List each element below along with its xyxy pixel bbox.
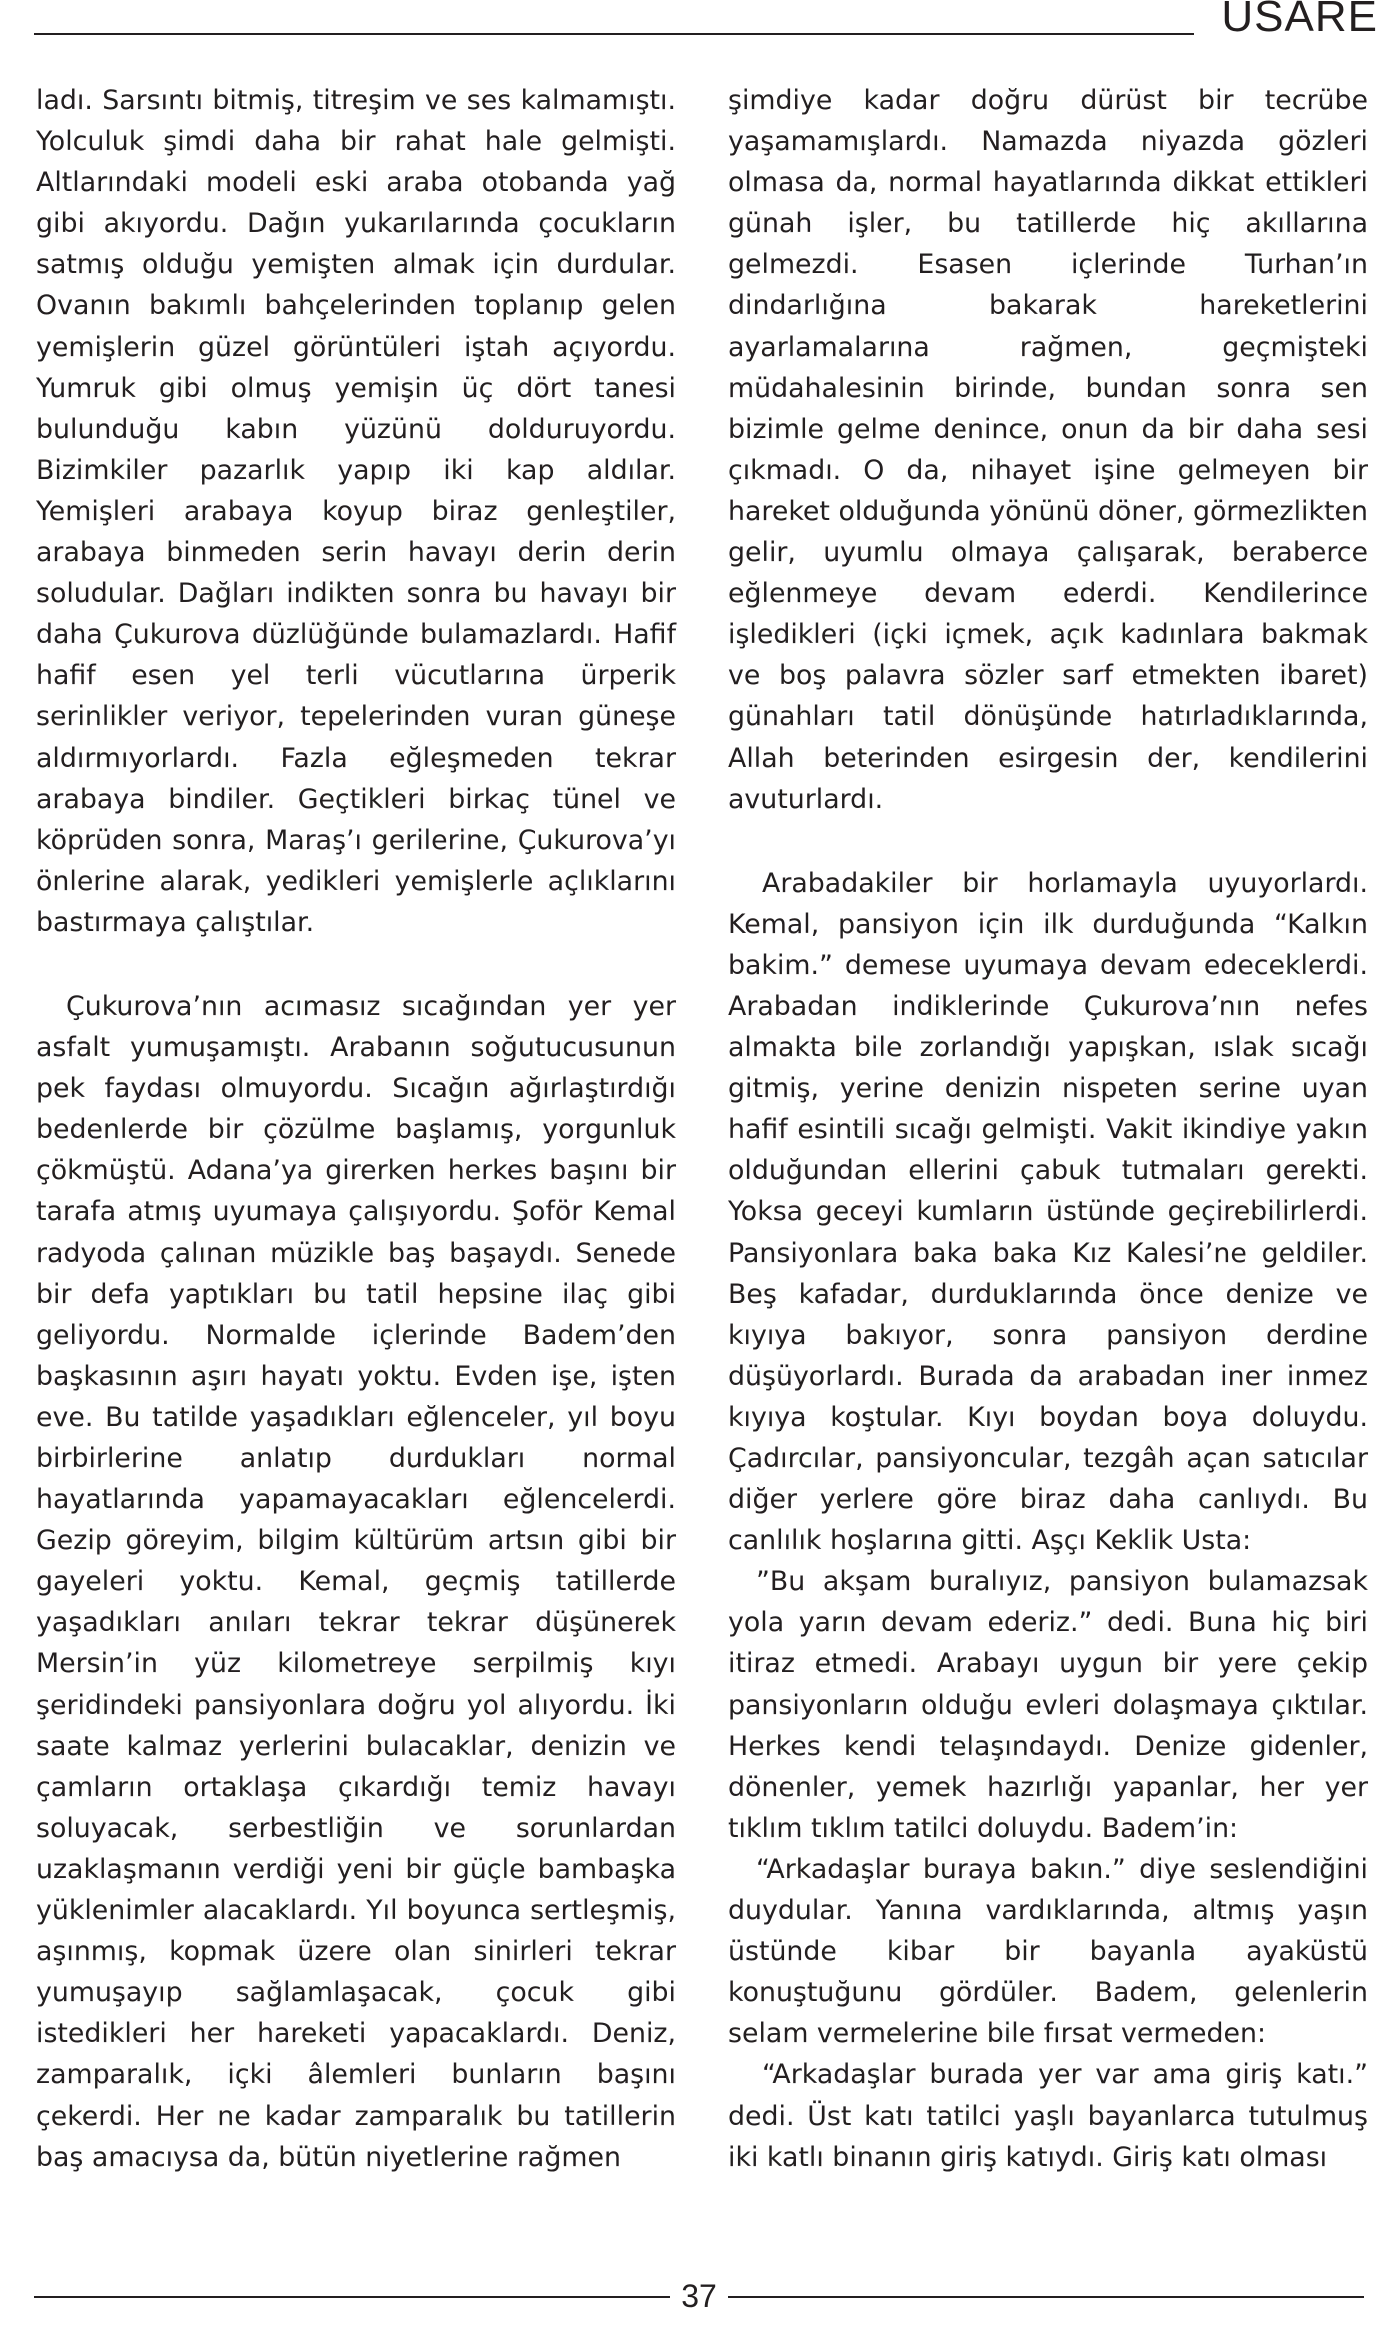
footer-rule-left [34, 2296, 670, 2298]
paragraph: “Arkadaşlar burada yer var ama giriş katı.” dedi. Üst katı tatilci yaşlı bayanlarca tutulmuş iki katlı binanın giriş katıydı. Giriş katı olması [728, 2059, 1368, 2173]
paragraph: şimdiye kadar doğru dürüst bir tecrübe yaşamamışlardı. Namazda niyazda gözleri olmasa da, normal hayatlarında dikkat ettikleri günah işler, bu tatillerde hiç akıllarına gelmezdi. Esasen içlerinde Turhan’ın dindarlığına bakarak hareketlerini ayarlamalarına rağmen, geçmişteki müdahalesinin birinde, bundan sonra sen bizimle gelme denince, onun da bir daha sesi çıkmadı. O da, nihayet işine gelmeyen bir hareket olduğunda yönünü döner, görmezlikten gelir, uyumlu olmaya çalışarak, beraberce eğlenmeye devam ederdi. Kendilerince işledikleri (içki içmek, açık kadınlara bakmak ve boş palavra sözler sarf etmekten ibaret) günahları tatil dönüşünde hatırladıklarında, Allah beterinden esirgesin der, kendilerini avuturlardı. [728, 85, 1368, 815]
paragraph: ladı. Sarsıntı bitmiş, titreşim ve ses kalmamıştı. Yolculuk şimdi daha bir rahat hale gelmişti. Altlarındaki modeli eski araba otobanda yağ gibi akıyordu. Dağın yukarılarında çocukların satmış olduğu yemişten almak için durdular. Ovanın bakımlı bahçelerinden toplanıp gelen yemişlerin güzel görüntüleri iştah açıyordu. Yumruk gibi olmuş yemişin üç dört tanesi bulunduğu kabın yüzünü dolduruyordu. Bizimkiler pazarlık yapıp iki kap aldılar. Yemişleri arabaya koyup biraz genleştiler, arabaya binmeden serin havayı derin derin soludular. Dağları indikten sonra bu havayı bir daha Çukurova düzlüğünde bulamazlardı. Hafif hafif esen yel terli vücutlarına ürperik serinlikler veriyor, tepelerinden vuran güneşe aldırmıyorlardı. Fazla eğleşmeden tekrar arabaya bindiler. Geçtikleri birkaç tünel ve köprüden sonra, Maraş’ı gerilerine, Çukurova’yı önlerine alarak, yedikleri yemişlerle açlıklarını bastırmaya çalıştılar. [36, 85, 676, 938]
left-column [36, 80, 676, 2178]
footer-rule-right [728, 2296, 1364, 2298]
magazine-title: USARE [1221, 0, 1378, 41]
paragraph: ”Bu akşam buralıyız, pansiyon bulamazsak yola yarın devam ederiz.” dedi. Buna hiç biri itiraz etmedi. Arabayı uygun bir yere çekip pansiyonların olduğu evleri dolaşmaya çıktılar. Herkes kendi telaşındaydı. Denize gidenler, dönenler, yemek hazırlığı yapanlar, her yer tıklım tıklım tatilci doluydu. Badem’in: [728, 1566, 1368, 1844]
header-rule [34, 33, 1194, 35]
paragraph: Arabadakiler bir horlamayla uyuyorlardı. Kemal, pansiyon için ilk durduğunda “Kalkın bakim.” demese uyumaya devam edeceklerdi. Arabadan indiklerinde Çukurova’nın nefes almakta bile zorlandığı yapışkan, ıslak sıcağı gitmiş, yerine denizin nispeten serine uyan hafif esintili sıcağı gelmişti. Vakit ikindiye yakın olduğundan ellerini çabuk tutmaları gerekti. Yoksa geceyi kumların üstünde geçirebilirlerdi. Pansiyonlara baka baka Kız Kalesi’ne geldiler. Beş kafadar, durduklarında önce denize ve kıyıya bakıyor, sonra pansiyon derdine düşüyorlardı. Burada da arabadan iner inmez kıyıya koştular. Kıyı boydan boya doluydu. Çadırcılar, pansiyoncular, tezgâh açan satıcılar diğer yerlere göre biraz daha canlıydı. Bu canlılık hoşlarına gitti. Aşçı Keklik Usta: [728, 867, 1368, 1557]
paragraph: “Arkadaşlar buraya bakın.” diye seslendiğini duydular. Yanına vardıklarında, altmış yaşın üstünde kibar bir bayanla ayaküstü konuştuğunu gördüler. Badem, gelenlerin selam vermelerine bile fırsat vermeden: [728, 1853, 1368, 2050]
paragraph: Çukurova’nın acımasız sıcağından yer yer asfalt yumuşamıştı. Arabanın soğutucusunun pek faydası olmuyordu. Sıcağın ağırlaştırdığı bedenlerde bir çözülme başlamış, yorgunluk çökmüştü. Adana’ya girerken herkes başını bir tarafa atmış uyumaya çalışıyordu. Şoför Kemal radyoda çalınan müzikle baş başaydı. Senede bir defa yaptıkları bu tatil hepsine ilaç gibi geliyordu. Normalde içlerinde Badem’den başkasının aşırı hayatı yoktu. Evden işe, işten eve. Bu tatilde yaşadıkları eğlenceler, yıl boyu birbirlerine anlatıp durdukları normal hayatlarında yapamayacakları eğlencelerdi. Gezip göreyim, bilgim kültürüm artsın gibi bir gayeleri yoktu. Kemal, geçmiş tatillerde yaşadıkları anıları tekrar tekrar düşünerek Mersin’in yüz kilometreye serpilmiş kıyı şeridindeki pansiyonlara doğru yol alıyordu. İki saate kalmaz yerlerini bulacaklar, denizin ve çamların ortaklaşa çıkardığı temiz havayı soluyacak, serbestliğin ve sorunlardan uzaklaşmanın verdiği yeni bir güçle bambaşka yüklenimler alacaklardı. Yıl boyunca sertleşmiş, aşınmış, kopmak üzere olan sinirleri tekrar yumuşayıp sağlamlaşacak, çocuk gibi istedikleri her hareketi yapacaklardı. Deniz, zamparalık, içki âlemleri bunların başını çekerdi. Her ne kadar zamparalık bu tatillerin baş amacıysa da, bütün niyetlerine rağmen [36, 990, 676, 2173]
page-number: 37 [681, 2278, 717, 2314]
right-column [728, 80, 1368, 2178]
